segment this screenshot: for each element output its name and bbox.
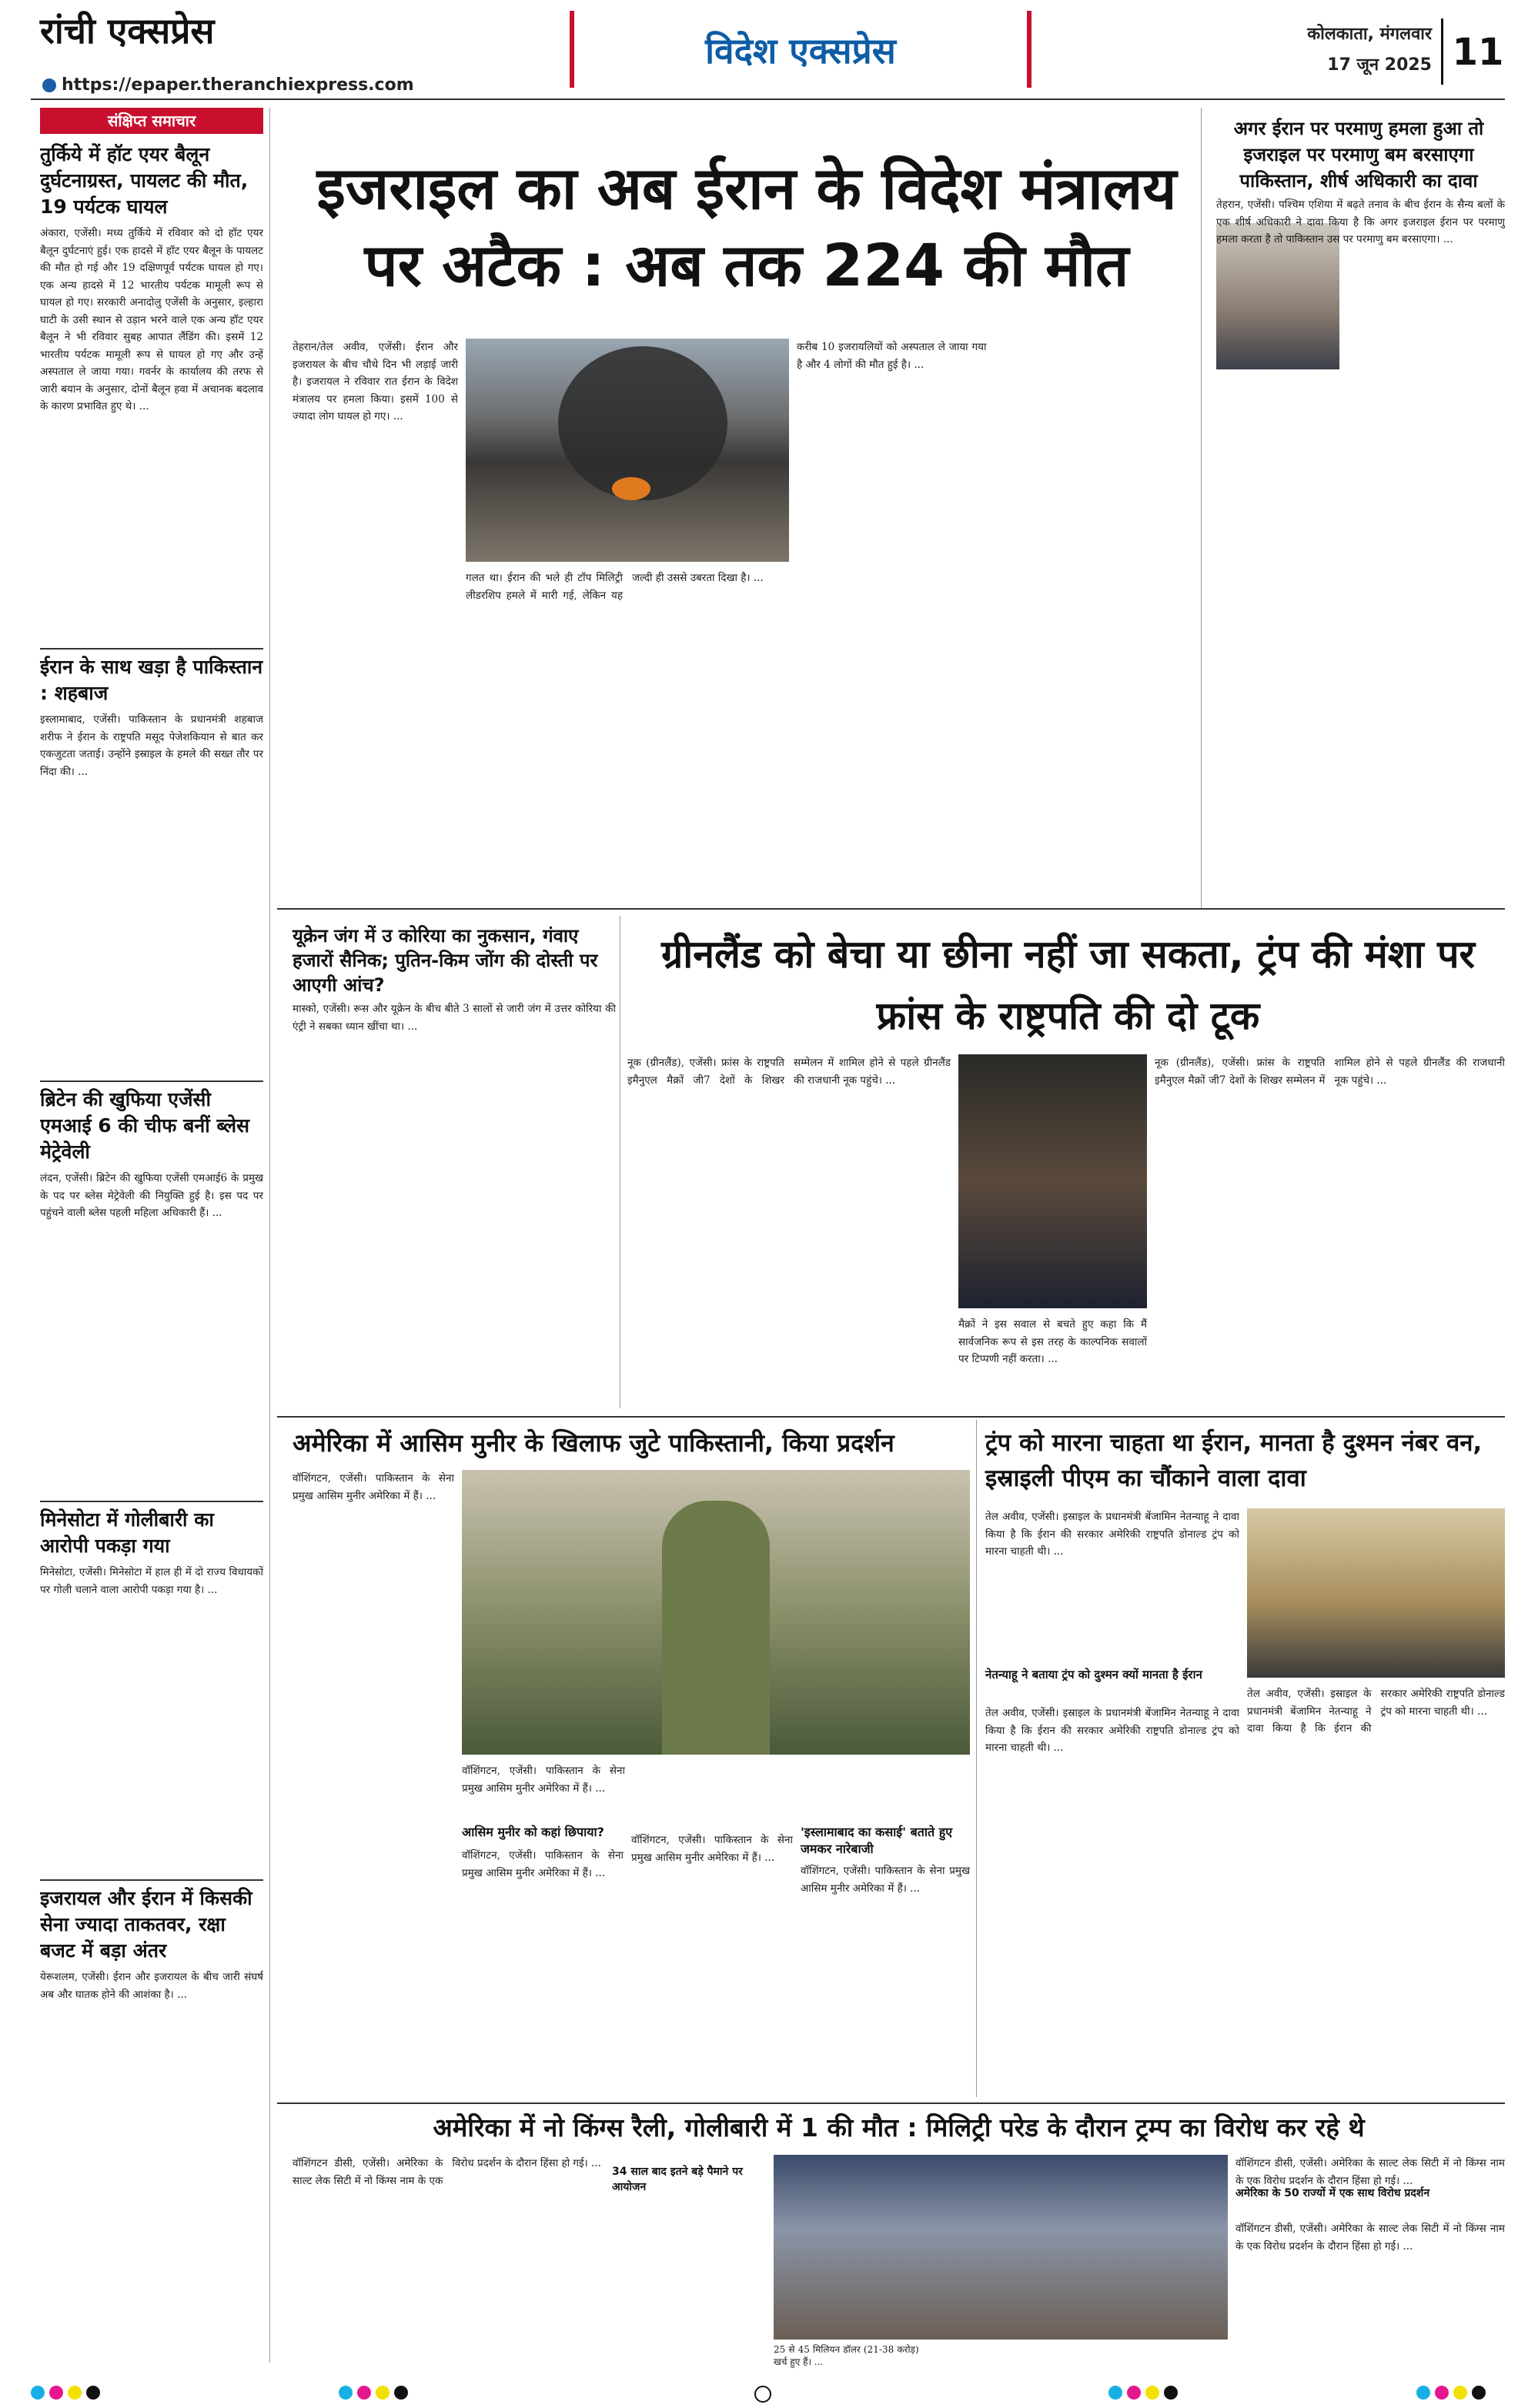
cyan-dot bbox=[1108, 2386, 1122, 2400]
masthead-rule bbox=[31, 99, 1505, 100]
netanyahu-body-cont: तेल अवीव, एजेंसी। इस्राइल के प्रधानमंत्री बेंजामिन नेतन्याहू ने दावा किया है कि ईरान की सरकार अमेरिकी राष्ट्रपति डोनाल्ड ट्रंप को मारना चाहती थी। ... bbox=[985, 1707, 1239, 1754]
brief-4-headline: मिनेसोटा में गोलीबारी का आरोपी पकड़ा गया bbox=[40, 1501, 263, 1559]
masthead bbox=[0, 0, 1528, 100]
trump-netanyahu-photo bbox=[1247, 1508, 1505, 1678]
smoke-plume bbox=[558, 346, 727, 500]
yellow-dot bbox=[376, 2386, 390, 2400]
trump-parade-photo bbox=[774, 2155, 1228, 2340]
rally-body: वॉशिंगटन डीसी, एजेंसी। अमेरिका के साल्ट लेक सिटी में नो किंग्स नाम के एक विरोध प्रदर्शन के दौरान हिंसा हो गई। ... bbox=[293, 2157, 601, 2187]
munir-body-cont: वॉशिंगटन, एजेंसी। पाकिस्तान के सेना प्रमुख आसिम मुनीर अमेरिका में हैं। ... bbox=[462, 1765, 625, 1795]
yellow-dot bbox=[68, 2386, 82, 2400]
macron-photo bbox=[958, 1054, 1147, 1308]
officer-figure bbox=[662, 1501, 770, 1755]
rally-body-cont: वॉशिंगटन डीसी, एजेंसी। अमेरिका के साल्ट लेक सिटी में नो किंग्स नाम के एक विरोध प्रदर्शन के दौरान हिंसा हो गई। ... bbox=[1235, 2157, 1505, 2186]
divider bbox=[1441, 18, 1443, 85]
netanyahu-sub: नेतन्याहू ने बताया ट्रंप को दुश्मन क्यों मानता है ईरान bbox=[985, 1668, 1202, 1682]
munir-body: वॉशिंगटन, एजेंसी। पाकिस्तान के सेना प्रमुख आसिम मुनीर अमेरिका में हैं। ... bbox=[293, 1472, 454, 1502]
munir-photo bbox=[462, 1470, 970, 1755]
munir-sub-1-body-cont: वॉशिंगटन, एजेंसी। पाकिस्तान के सेना प्रमुख आसिम मुनीर अमेरिका में हैं। ... bbox=[631, 1834, 793, 1864]
lead-headline: इजराइल का अब ईरान के विदेश मंत्रालय पर अटैक : अब तक 224 की मौत bbox=[316, 154, 1177, 299]
greenland-headline: ग्रीनलैंड को बेचा या छीना नहीं जा सकता, ट्रंप की मंशा पर फ्रांस के राष्ट्रपति की दो टूक bbox=[661, 932, 1475, 1038]
lead-photo bbox=[466, 339, 789, 562]
munir-sub-2-body: वॉशिंगटन, एजेंसी। पाकिस्तान के सेना प्रमुख आसिम मुनीर अमेरिका में हैं। ... bbox=[801, 1865, 970, 1895]
munir-divider bbox=[976, 1420, 977, 2097]
netanyahu-body-right: तेल अवीव, एजेंसी। इस्राइल के प्रधानमंत्री बेंजामिन नेतन्याहू ने दावा किया है कि ईरान की सरकार अमेरिकी राष्ट्रपति डोनाल्ड ट्रंप को मारना चाहती थी। ... bbox=[1247, 1688, 1505, 1735]
rally-sub: 34 साल बाद इतने बड़े पैमाने पर आयोजन bbox=[612, 2166, 743, 2193]
black-dot bbox=[1472, 2386, 1486, 2400]
magenta-dot bbox=[49, 2386, 63, 2400]
korea-headline: यूक्रेन जंग में उ कोरिया का नुकसान, गंवाए हजारों सैनिक; पुतिन-किम जोंग की दोस्ती पर आएगी आंच? bbox=[293, 925, 598, 996]
print-register-strip bbox=[31, 2386, 1497, 2403]
lead-col-2: गलत था। ईरान की भले ही टॉप मिलिट्री लीडरशिप हमले में मारी गई, लेकिन यह जल्दी ही उससे उबरता दिखा है। ... bbox=[466, 572, 764, 602]
rally-side-body: वॉशिंगटन डीसी, एजेंसी। अमेरिका के साल्ट लेक सिटी में नो किंग्स नाम के एक विरोध प्रदर्शन के दौरान हिंसा हो गई। ... bbox=[1235, 2223, 1505, 2253]
register-crosshair bbox=[754, 2386, 771, 2403]
lower-rule bbox=[277, 2102, 1505, 2104]
netanyahu-body: तेल अवीव, एजेंसी। इस्राइल के प्रधानमंत्री बेंजामिन नेतन्याहू ने दावा किया है कि ईरान की सरकार अमेरिकी राष्ट्रपति डोनाल्ड ट्रंप को मारना चाहती थी। ... bbox=[985, 1511, 1239, 1558]
netanyahu-headline: ट्रंप को मारना चाहता था ईरान, मानता है दुश्मन नंबर वन, इस्राइली पीएम का चौंकाने वाला दावा bbox=[985, 1429, 1483, 1492]
cyan-dot bbox=[31, 2386, 45, 2400]
yellow-dot bbox=[1453, 2386, 1467, 2400]
brief-1-headline: तुर्किये में हॉट एयर बैलून दुर्घटनाग्रस्त, पायलट की मौत, 19 पर्यटक घायल bbox=[40, 143, 249, 218]
black-dot bbox=[1164, 2386, 1178, 2400]
brief-3-headline: ब्रिटेन की खुफिया एजेंसी एमआई 6 की चीफ बनीं ब्लेस मेट्रेवेली bbox=[40, 1080, 263, 1165]
epaper-url[interactable]: https://epaper.theranchiexpress.com bbox=[62, 75, 414, 95]
sidebar-header: संक्षिप्त समाचार bbox=[40, 108, 263, 134]
issue-date: 17 जून 2025 bbox=[1327, 55, 1432, 75]
brief-3-body: लंदन, एजेंसी। ब्रिटेन की खुफिया एजेंसी एमआई6 के प्रमुख के पद पर ब्लेस मेट्रेवेली की नियुक्ति हुई है। इस पद पर पहुंचने वाली ब्लेस पहली महिला अधिकारी हैं। ... bbox=[40, 1172, 263, 1219]
lead-divider bbox=[1201, 108, 1202, 908]
munir-headline: अमेरिका में आसिम मुनीर के खिलाफ जुटे पाकिस्तानी, किया प्रदर्शन bbox=[293, 1428, 894, 1458]
lead-col-3: करीब 10 इजरायलियों को अस्पताल ले जाया गया है और 4 लोगों की मौत हुई है। ... bbox=[797, 341, 987, 371]
lead-bottom-rule bbox=[277, 908, 1505, 910]
munir-sub-2: 'इस्लामाबाद का कसाई' बताते हुए जमकर नारेबाजी bbox=[801, 1825, 953, 1856]
black-dot bbox=[394, 2386, 408, 2400]
city-day: कोलकाता, मंगलवार bbox=[1307, 25, 1432, 44]
magenta-dot bbox=[1127, 2386, 1141, 2400]
lead-col-1: तेहरान/तेल अवीव, एजेंसी। ईरान और इजरायल के बीच चौथे दिन भी लड़ाई जारी है। इजरायल ने रविवार रात ईरान के विदेश मंत्रालय पर हमला किया। इसमें 100 से ज्यादा लोग घायल हो गए। ... bbox=[293, 341, 458, 422]
brief-2-body: इस्लामाबाद, एजेंसी। पाकिस्तान के प्रधानमंत्री शहबाज शरीफ ने ईरान के राष्ट्रपति मसूद पेजेशकियान से बात कर एकजुटता जताई। उन्होंने इस्राइल के हमले की सख्त तौर पर निंदा की। ... bbox=[40, 713, 263, 778]
magenta-dot bbox=[1435, 2386, 1449, 2400]
cyan-dot bbox=[1416, 2386, 1430, 2400]
brief-5-headline: इजरायल और ईरान में किसकी सेना ज्यादा ताकतवर, रक्षा बजट में बड़ा अंतर bbox=[40, 1879, 263, 1964]
sidebar-divider bbox=[269, 108, 270, 2363]
munir-sub-1-body: वॉशिंगटन, एजेंसी। पाकिस्तान के सेना प्रमुख आसिम मुनीर अमेरिका में हैं। ... bbox=[462, 1849, 624, 1879]
section-title: विदेश एक्सप्रेस bbox=[705, 30, 896, 72]
dateline-box bbox=[1232, 22, 1432, 75]
munir-sub-1: आसिम मुनीर को कहां छिपाया? bbox=[462, 1825, 604, 1839]
greenland-body-cont: नूक (ग्रीनलैंड), एजेंसी। फ्रांस के राष्ट्रपति इमैनुएल मैक्रों जी7 देशों के शिखर सम्मेलन में शामिल होने से पहले ग्रीनलैंड की राजधानी नूक पहुंचे। ... bbox=[1155, 1057, 1505, 1087]
fire bbox=[612, 477, 650, 500]
brief-2-headline: ईरान के साथ खड़ा है पाकिस्तान : शहबाज bbox=[40, 648, 263, 706]
brief-1-body: अंकारा, एजेंसी। मध्य तुर्किये में रविवार को दो हॉट एयर बैलून दुर्घटनाएं हुई। एक हादसे में हॉट एयर बैलून के पायलट की मौत हो गई और 19 दक्षिणपूर्व पर्यटक घायल हो गए। एक अन्य हादसे में 12 भारतीय पर्यटक मामूली रूप से घायल हो गए। सरकारी अनादोलु एजेंसी के अनुसार, इल्हारा घाटी के उसी स्थान से उड़ान भरने वाले एक अन्य हॉट एयर बैलून ने भी रविवार सुबह आपात लैंडिंग की। इसमें 12 भारतीय पर्यटक मामूली रूप से घायल हो गए और उन्हें अस्पताल ले जाया गया। गवर्नर के कार्यालय की तरफ से जारी बयान के अनुसार, दोनों बैलून हवा में अचानक बदलाव के कारण प्रभावित हुए थे। ... bbox=[40, 227, 263, 412]
right-top-body: तेहरान, एजेंसी। पश्चिम एशिया में बढ़ते तनाव के बीच ईरान के सैन्य बलों के एक शीर्ष अधिकारी ने दावा किया है कि अगर इजराइल ईरान पर परमाणु हमला करता है तो पाकिस्तान उस पर परमाणु बम बरसाएगा। ... bbox=[1216, 199, 1505, 245]
newspaper-logo: रांची एक्सप्रेस bbox=[40, 10, 215, 52]
greenland-body: नूक (ग्रीनलैंड), एजेंसी। फ्रांस के राष्ट्रपति इमैनुएल मैक्रों जी7 देशों के शिखर सम्मेलन में शामिल होने से पहले ग्रीनलैंड की राजधानी नूक पहुंचे। ... bbox=[627, 1057, 951, 1087]
black-dot bbox=[86, 2386, 100, 2400]
brief-4-body: मिनेसोटा, एजेंसी। मिनेसोटा में हाल ही में दो राज्य विधायकों पर गोली चलाने वाला आरोपी पकड़ा गया है। ... bbox=[40, 1566, 263, 1596]
globe-icon bbox=[42, 78, 56, 92]
rally-headline: अमेरिका में नो किंग्स रैली, गोलीबारी में 1 की मौत : मिलिट्री परेड के दौरान ट्रम्प का विरोध कर रहे थे bbox=[433, 2112, 1365, 2142]
magenta-dot bbox=[357, 2386, 371, 2400]
cyan-dot bbox=[339, 2386, 353, 2400]
greenland-caption: मैक्रों ने इस सवाल से बचते हुए कहा कि मैं सार्वजनिक रूप से इस तरह के काल्पनिक सवालों पर टिप्पणी नहीं करता। ... bbox=[958, 1318, 1147, 1365]
brief-5-body: येरूशलम, एजेंसी। ईरान और इजरायल के बीच जारी संघर्ष अब और घातक होने की आशंका है। ... bbox=[40, 1971, 263, 2001]
rally-side-sub: अमेरिका के 50 राज्यों में एक साथ विरोध प्रदर्शन bbox=[1235, 2187, 1430, 2199]
sidebar bbox=[40, 108, 263, 2363]
korea-body: मास्को, एजेंसी। रूस और यूक्रेन के बीच बीते 3 सालों से जारी जंग में उत्तर कोरिया की एंट्री ने सबका ध्यान खींचा था। ... bbox=[293, 1003, 616, 1033]
rally-caption: 25 से 45 मिलियन डॉलर (21-38 करोड़) खर्च हुए हैं। ... bbox=[774, 2344, 919, 2367]
page-number: 11 bbox=[1452, 31, 1504, 74]
yellow-dot bbox=[1145, 2386, 1159, 2400]
mid-rule bbox=[277, 1416, 1505, 1418]
right-top-headline: अगर ईरान पर परमाणु हमला हुआ तो इजराइल पर परमाणु बम बरसाएगा पाकिस्तान, शीर्ष अधिकारी का दावा bbox=[1233, 118, 1484, 192]
